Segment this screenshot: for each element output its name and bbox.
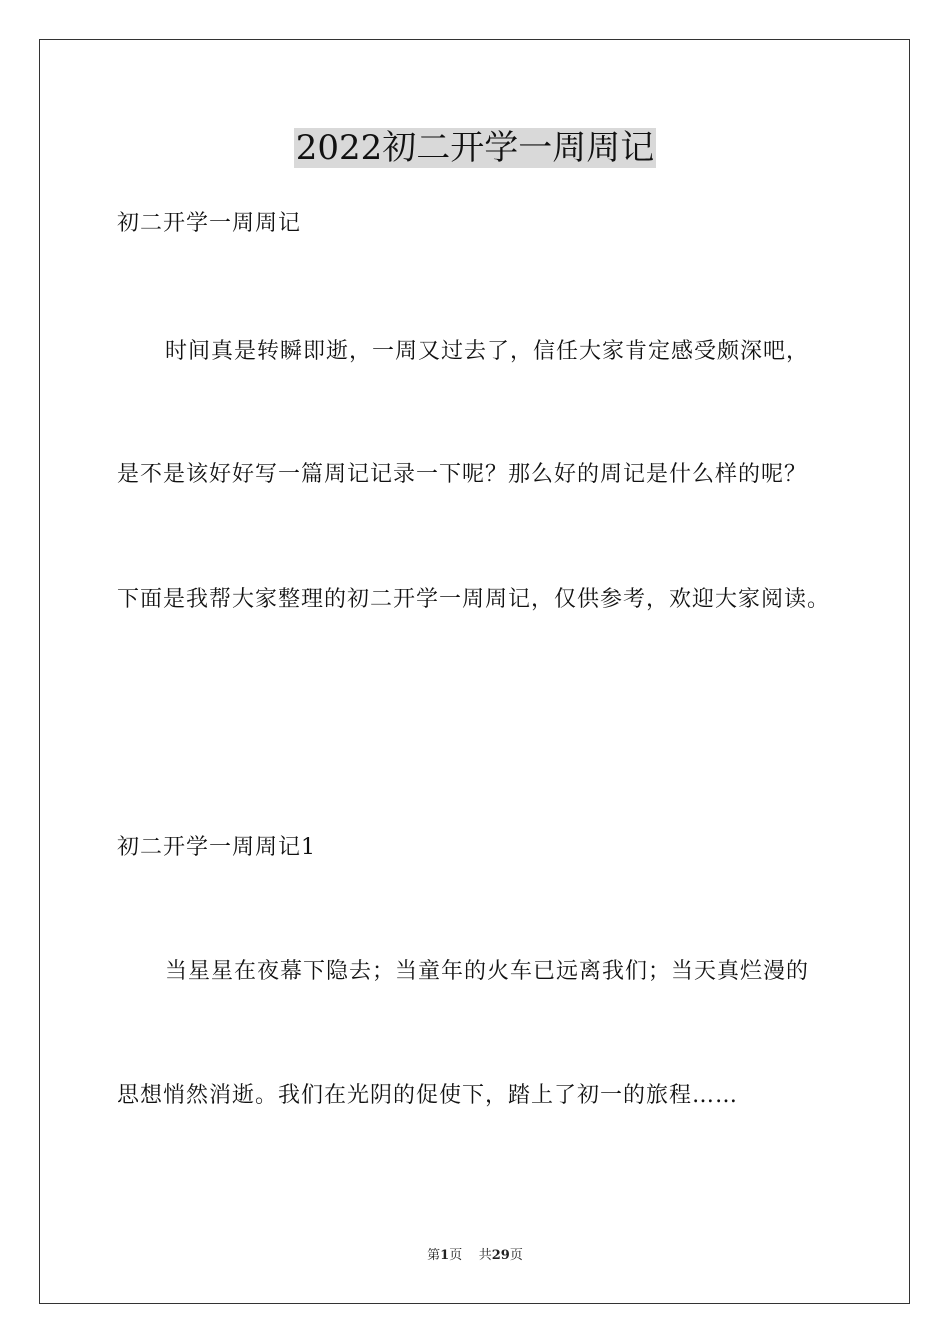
footer-total-suffix: 页: [509, 1248, 523, 1263]
document-title: [0, 124, 950, 172]
footer-total-pages: 29: [491, 1248, 510, 1263]
section-1-paragraph-line-1: 当星星在夜幕下隐去；当童年的火车已远离我们；当天真烂漫的: [165, 959, 810, 984]
footer-page-suffix: 页: [449, 1248, 463, 1263]
subtitle: 初二开学一周周记: [117, 211, 302, 236]
intro-paragraph-line-1: 时间真是转瞬即逝，一周又过去了，信任大家肯定感受颇深吧，: [165, 339, 810, 364]
section-1-heading: 初二开学一周周记1: [117, 835, 316, 860]
intro-paragraph-line-2: 是不是该好好写一篇周记记录一下呢？那么好的周记是什么样的呢？: [117, 462, 808, 487]
footer-total-prefix: 共: [478, 1248, 492, 1263]
document-title-text: 2022初二开学一周周记: [295, 128, 655, 168]
page-footer: [0, 1246, 950, 1266]
intro-paragraph-line-3: 下面是我帮大家整理的初二开学一周周记，仅供参考，欢迎大家阅读。: [117, 587, 831, 612]
footer-page-prefix: 第: [427, 1248, 441, 1263]
footer-page-number: 1: [440, 1248, 450, 1263]
section-1-paragraph-line-2: 思想悄然消逝。我们在光阴的促使下，踏上了初一的旅程……: [117, 1083, 739, 1108]
